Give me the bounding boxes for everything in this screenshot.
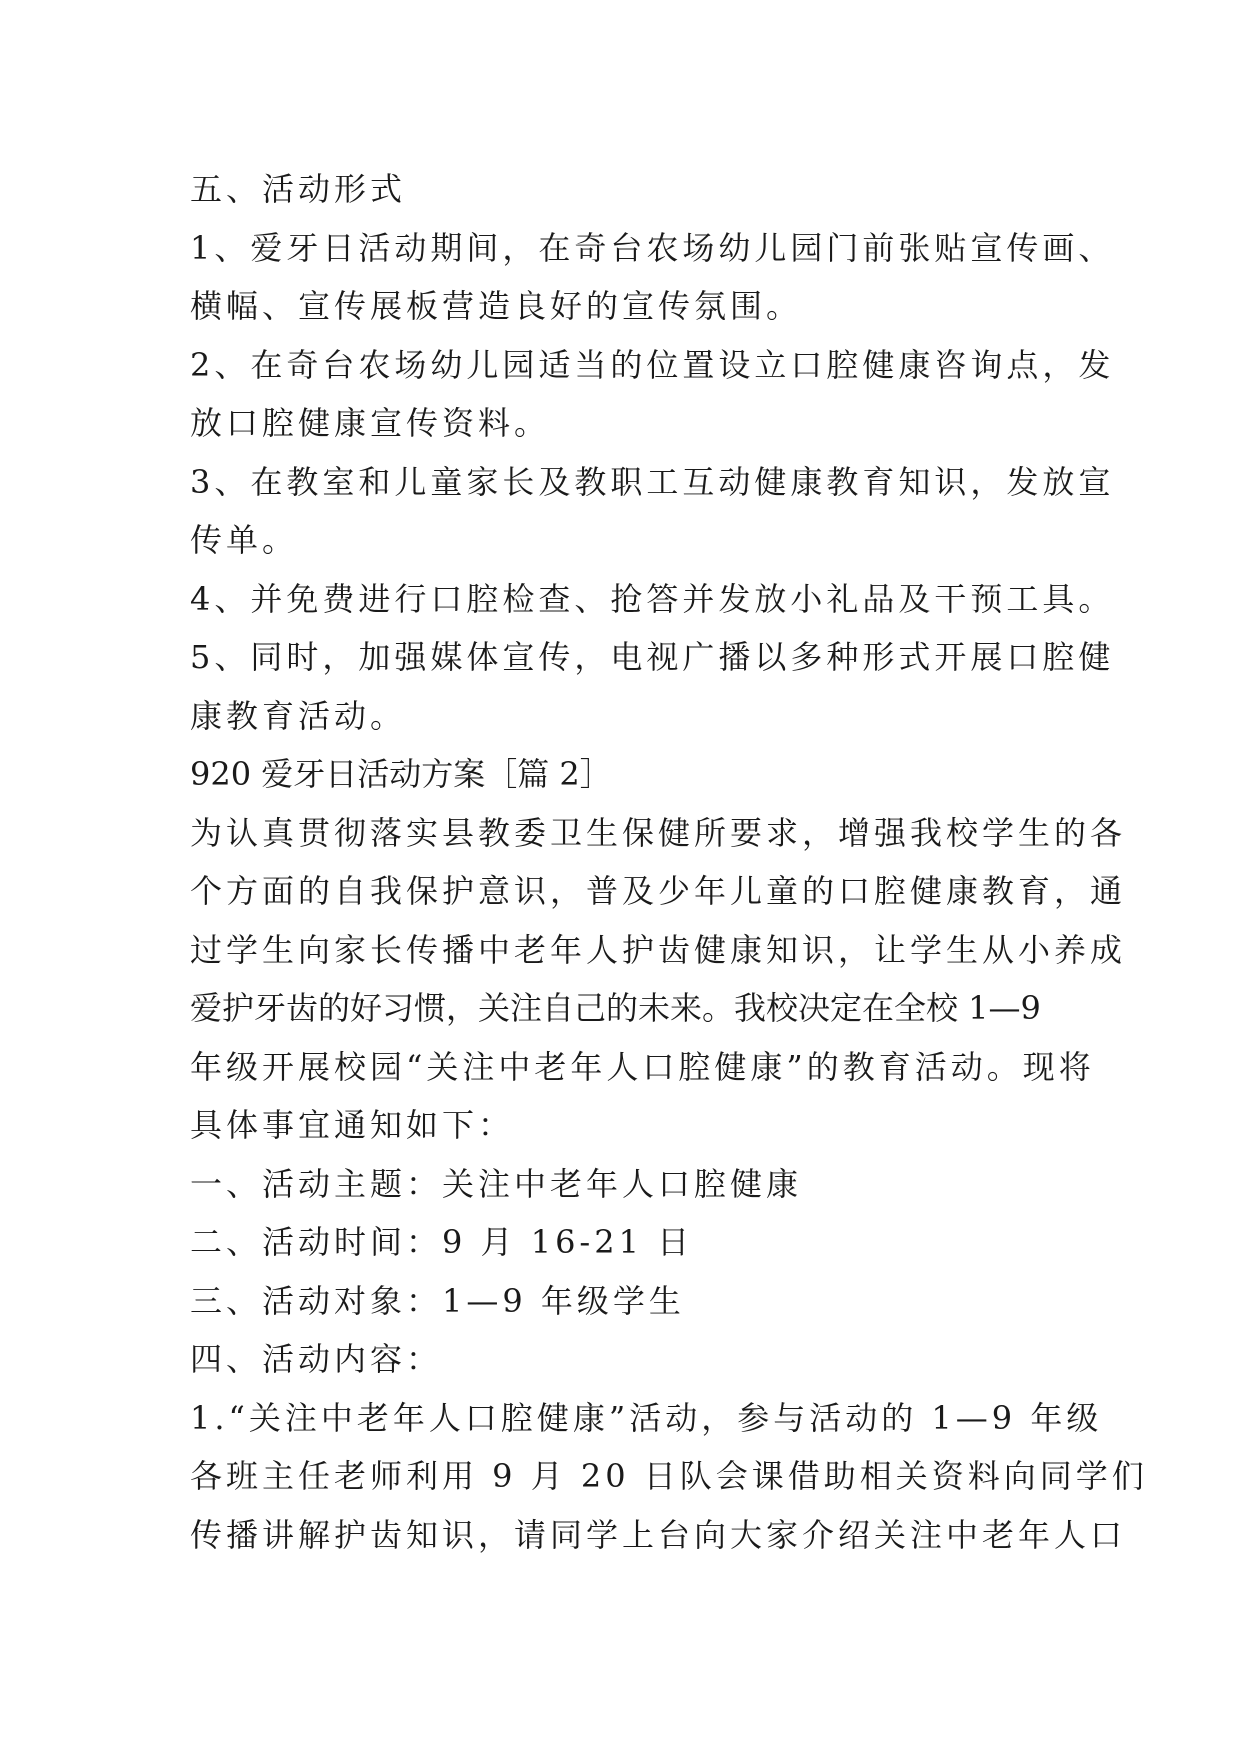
- section-heading-content: 四、活动内容：: [190, 1340, 443, 1378]
- paragraph-line: 1.“关注中老年人口腔健康”活动，参与活动的 1—9 年级: [190, 1398, 1103, 1437]
- paragraph-line: 1、爱牙日活动期间，在奇台农场幼儿园门前张贴宣传画、: [190, 228, 1115, 267]
- paragraph-line: 爱护牙齿的好习惯，关注自己的未来。我校决定在全校 1—9: [190, 989, 1041, 1027]
- paragraph-line: 年级开展校园“关注中老年人口腔健康”的教育活动。现将: [190, 1047, 1095, 1086]
- paragraph-line: 4、并免费进行口腔检查、抢答并发放小礼品及干预工具。: [190, 579, 1115, 618]
- section-heading-theme: 一、活动主题：关注中老年人口腔健康: [190, 1164, 803, 1203]
- paragraph-line: 横幅、宣传展板营造良好的宣传氛围。: [190, 287, 803, 325]
- paragraph-line: 个方面的自我保护意识，普及少年儿童的口腔健康教育，通: [190, 872, 1127, 910]
- paragraph-line: 传单。: [190, 521, 299, 559]
- paragraph-line: 传播讲解护齿知识，请同学上台向大家介绍关注中老年人口: [190, 1515, 1127, 1554]
- paragraph-line: 具体事宜通知如下：: [190, 1106, 515, 1144]
- section-title-plan-2: 920 爱牙日活动方案［篇 2］: [190, 755, 612, 793]
- document-body: [190, 160, 1148, 1564]
- section-heading-time: 二、活动时间：9 月 16-21 日: [190, 1223, 694, 1261]
- paragraph-line: 过学生向家长传播中老年人护齿健康知识，让学生从小养成: [190, 930, 1127, 969]
- section-heading-audience: 三、活动对象：1—9 年级学生: [190, 1281, 685, 1320]
- paragraph-line: 康教育活动。: [190, 696, 407, 735]
- paragraph-line: 3、在教室和儿童家长及教职工互动健康教育知识，发放宣: [190, 462, 1115, 501]
- paragraph-line: 2、在奇台农场幼儿园适当的位置设立口腔健康咨询点，发: [190, 345, 1115, 384]
- section-heading-activity-format: 五、活动形式: [190, 170, 407, 208]
- paragraph-line: 为认真贯彻落实县教委卫生保健所要求，增强我校学生的各: [190, 813, 1127, 852]
- paragraph-line: 放口腔健康宣传资料。: [190, 404, 551, 442]
- paragraph-line: 各班主任老师利用 9 月 20 日队会课借助相关资料向同学们: [190, 1457, 1148, 1495]
- paragraph-line: 5、同时，加强媒体宣传，电视广播以多种形式开展口腔健: [190, 638, 1115, 676]
